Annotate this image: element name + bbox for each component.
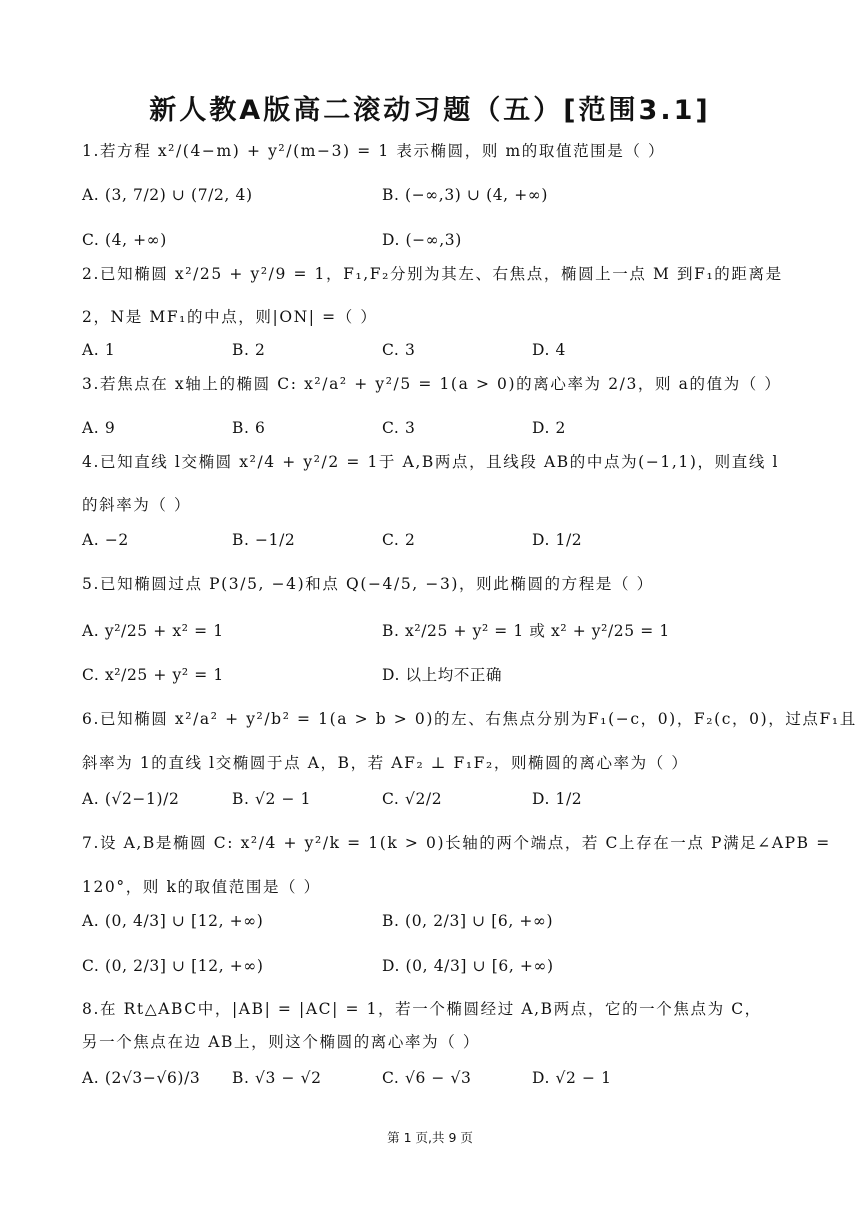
question-4-stem-line-2: 的斜率为（ ）: [82, 496, 192, 514]
question-3-option-a: A. 9: [82, 419, 116, 437]
question-2-stem-line-1: 2.已知椭圆 x²/25 + y²/9 = 1，F₁,F₂分别为其左、右焦点，椭圆上一点 M 到F₁的距离是: [82, 265, 783, 283]
question-2-option-c: C. 3: [382, 341, 416, 359]
question-5-stem: 5.已知椭圆过点 P(3/5, −4)和点 Q(−4/5, −3)，则此椭圆的方程是（ ）: [82, 575, 654, 593]
question-4-option-d: D. 1/2: [532, 531, 583, 549]
question-6-stem-line-1: 6.已知椭圆 x²/a² + y²/b² = 1(a > b > 0)的左、右焦点分别为F₁(−c，0)，F₂(c，0)，过点F₁且: [82, 710, 857, 728]
question-1-option-c: C. (4, +∞): [82, 231, 167, 249]
question-8-option-b: B. √3 − √2: [232, 1069, 322, 1087]
page-title: 新人教A版高二滚动习题（五）[范围3.1]: [149, 95, 711, 126]
question-8-option-a: A. (2√3−√6)/3: [82, 1069, 201, 1087]
question-4-stem-line-1: 4.已知直线 l交椭圆 x²/4 + y²/2 = 1于 A,B两点，且线段 AB的中点为(−1,1)，则直线 l: [82, 453, 780, 471]
question-4-option-b: B. −1/2: [232, 531, 296, 549]
question-6-option-d: D. 1/2: [532, 790, 583, 808]
question-8-stem-line-1: 8.在 Rt△ABC中，|AB| = |AC| = 1，若一个椭圆经过 A,B两点，它的一个焦点为 C，: [82, 1000, 762, 1018]
question-6-option-a: A. (√2−1)/2: [82, 790, 180, 808]
question-5-option-a: A. y²/25 + x² = 1: [82, 622, 224, 640]
question-3-option-c: C. 3: [382, 419, 416, 437]
question-4-option-a: A. −2: [82, 531, 129, 549]
question-5-option-b: B. x²/25 + y² = 1 或 x² + y²/25 = 1: [382, 622, 670, 640]
question-8-option-c: C. √6 − √3: [382, 1069, 472, 1087]
question-1-option-a: A. (3, 7/2) ∪ (7/2, 4): [82, 186, 253, 204]
question-8-stem-line-2: 另一个焦点在边 AB上，则这个椭圆的离心率为（ ）: [82, 1033, 480, 1051]
question-7-option-d: D. (0, 4/3] ∪ [6, +∞): [382, 957, 554, 975]
question-6-option-c: C. √2/2: [382, 790, 443, 808]
question-3-option-b: B. 6: [232, 419, 266, 437]
question-2-stem-line-2: 2，N是 MF₁的中点，则|ON| =（ ）: [82, 308, 378, 326]
question-7-option-c: C. (0, 2/3] ∪ [12, +∞): [82, 957, 264, 975]
question-2-option-d: D. 4: [532, 341, 566, 359]
question-7-stem-line-1: 7.设 A,B是椭圆 C: x²/4 + y²/k = 1(k > 0)长轴的两个端点，若 C上存在一点 P满足∠APB =: [82, 834, 831, 852]
question-5-option-c: C. x²/25 + y² = 1: [82, 666, 224, 684]
page-footer: 第 1 页,共 9 页: [387, 1130, 473, 1145]
question-5-option-d: D. 以上均不正确: [382, 666, 503, 684]
question-1-option-d: D. (−∞,3): [382, 231, 462, 249]
question-1-stem: 1.若方程 x²/(4−m) + y²/(m−3) = 1 表示椭圆，则 m的取值范围是（ ）: [82, 142, 666, 160]
question-4-option-c: C. 2: [382, 531, 416, 549]
question-3-stem: 3.若焦点在 x轴上的椭圆 C: x²/a² + y²/5 = 1(a > 0)的离心率为 2/3，则 a的值为（ ）: [82, 375, 782, 393]
question-8-option-d: D. √2 − 1: [532, 1069, 612, 1087]
question-7-option-b: B. (0, 2/3] ∪ [6, +∞): [382, 912, 554, 930]
question-6-stem-line-2: 斜率为 1的直线 l交椭圆于点 A，B，若 AF₂ ⊥ F₁F₂，则椭圆的离心率为（ ）: [82, 754, 689, 772]
question-2-option-a: A. 1: [82, 341, 116, 359]
question-7-option-a: A. (0, 4/3] ∪ [12, +∞): [82, 912, 264, 930]
question-1-option-b: B. (−∞,3) ∪ (4, +∞): [382, 186, 548, 204]
question-7-stem-line-2: 120°，则 k的取值范围是（ ）: [82, 878, 321, 896]
question-3-option-d: D. 2: [532, 419, 566, 437]
question-6-option-b: B. √2 − 1: [232, 790, 312, 808]
question-2-option-b: B. 2: [232, 341, 266, 359]
